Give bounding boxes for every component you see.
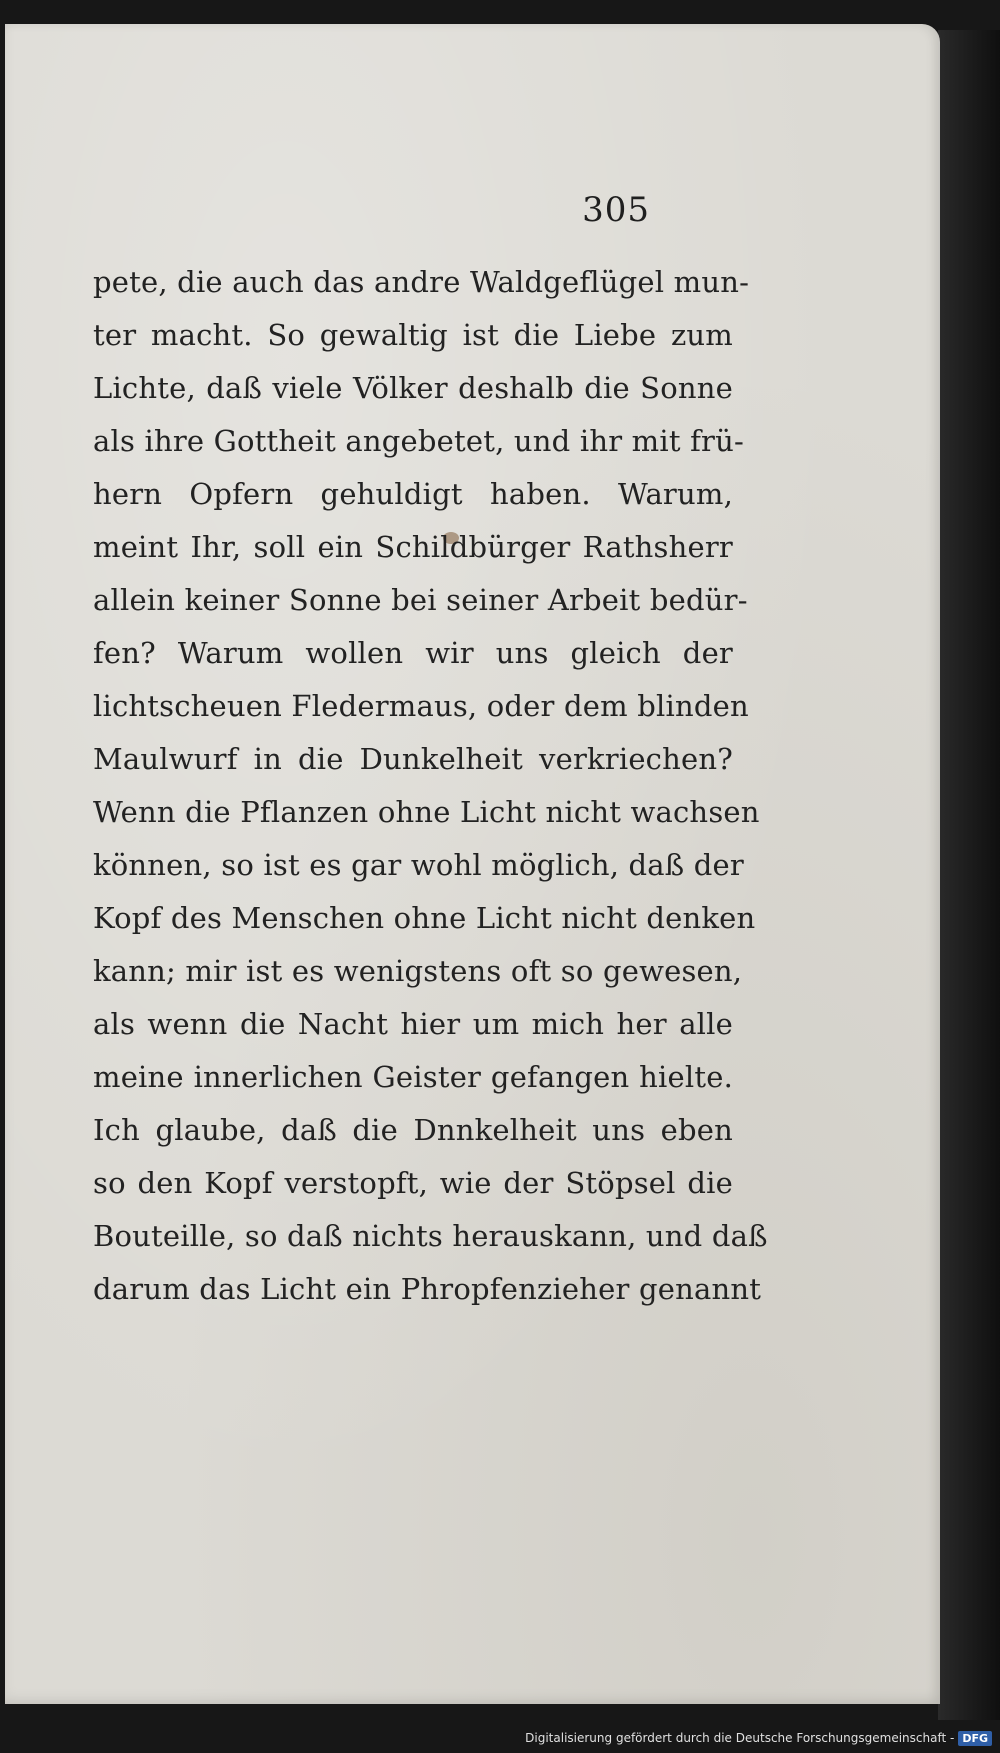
text-line: hern Opfern gehuldigt haben. Warum, <box>93 477 733 511</box>
page-number: 305 <box>582 190 650 230</box>
book-page <box>5 24 940 1704</box>
text-line: Maulwurf in die Dunkelheit verkriechen? <box>93 742 733 776</box>
text-line: als wenn die Nacht hier um mich her alle <box>93 1007 733 1041</box>
text-line: Wenn die Pflanzen ohne Licht nicht wachsen <box>93 795 760 829</box>
dfg-logo: DFG <box>958 1731 992 1746</box>
text-line: pete, die auch das andre Waldgeflügel mun- <box>93 265 750 299</box>
text-line: allein keiner Sonne bei seiner Arbeit bedür- <box>93 583 748 617</box>
text-line: darum das Licht ein Phropfenzieher genannt <box>93 1272 762 1306</box>
text-line: als ihre Gottheit angebetet, und ihr mit frü- <box>93 424 744 458</box>
footer-credit <box>525 1727 992 1749</box>
text-line: lichtscheuen Fledermaus, oder dem blinden <box>93 689 749 723</box>
text-line: fen? Warum wollen wir uns gleich der <box>93 636 733 670</box>
text-line: meine innerlichen Geister gefangen hielte. <box>93 1060 733 1094</box>
text-line: meint Ihr, soll ein Schildbürger Rathsherr <box>93 530 733 564</box>
text-line: Bouteille, so daß nichts herauskann, und daß <box>93 1219 768 1253</box>
page-edge <box>938 30 1000 1720</box>
text-line: kann; mir ist es wenigstens oft so gewesen, <box>93 954 743 988</box>
text-line: Lichte, daß viele Völker deshalb die Sonne <box>93 371 733 405</box>
text-line: Ich glaube, daß die Dnnkelheit uns eben <box>93 1113 733 1147</box>
credit-text: Digitalisierung gefördert durch die Deutsche Forschungsgemeinschaft - <box>525 1731 955 1745</box>
text-line: ter macht. So gewaltig ist die Liebe zum <box>93 318 733 352</box>
page-text <box>93 256 768 1316</box>
text-line: Kopf des Menschen ohne Licht nicht denken <box>93 901 756 935</box>
text-line: können, so ist es gar wohl möglich, daß der <box>93 848 744 882</box>
text-line: so den Kopf verstopft, wie der Stöpsel die <box>93 1166 733 1200</box>
